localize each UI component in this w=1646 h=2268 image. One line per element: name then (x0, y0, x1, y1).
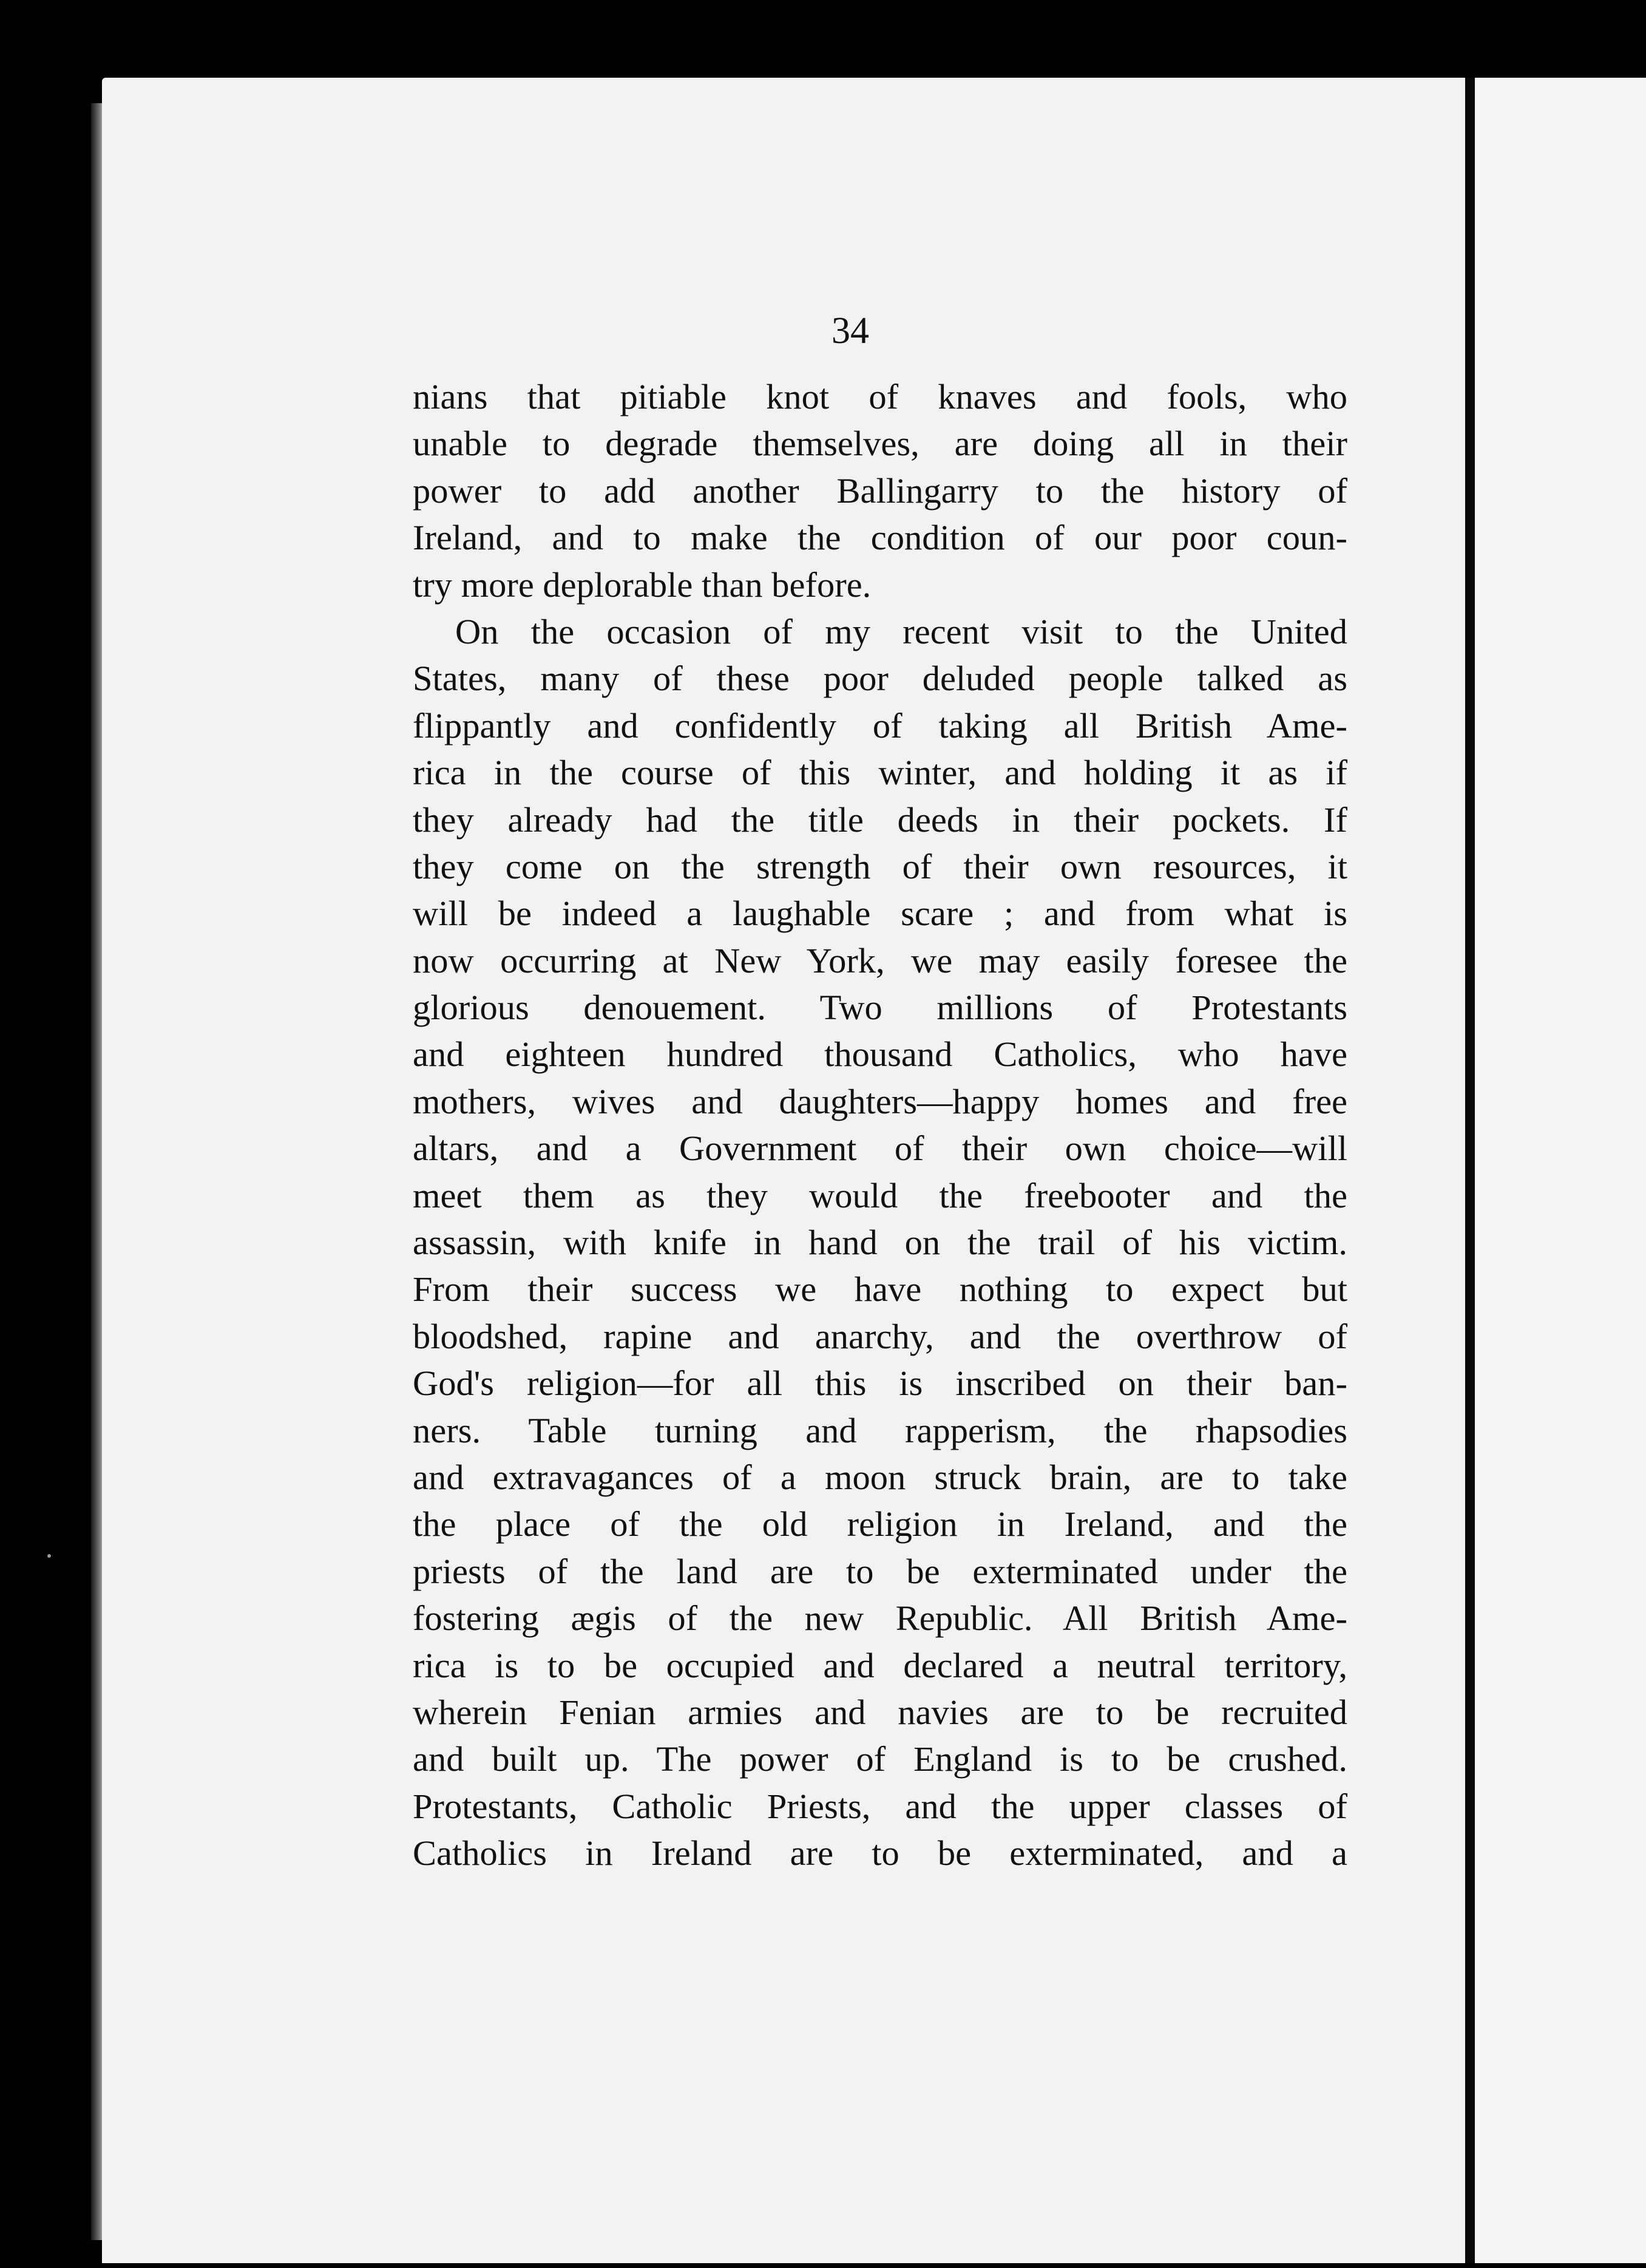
text-line: now occurring at New York, we may easily foresee the (413, 940, 1347, 980)
text-line: power to add another Ballingarry to the history of (413, 470, 1347, 511)
text-line: States, many of these poor deluded people talked as (413, 659, 1347, 699)
text-line: On the occasion of my recent visit to the United (455, 611, 1347, 651)
text-line: and built up. The power of England is to be crushed. (413, 1739, 1347, 1779)
text-line: and extravagances of a moon struck brain, are to take (413, 1457, 1347, 1497)
text-line: meet them as they would the freebooter and the (413, 1175, 1347, 1215)
adjacent-page-edge (1475, 78, 1646, 2263)
text-line: ners. Table turning and rapperism, the rhapsodies (413, 1410, 1347, 1450)
text-line: priests of the land are to be exterminated under the (413, 1551, 1347, 1591)
text-line: fostering ægis of the new Republic. All British Ame- (413, 1598, 1347, 1638)
text-line: unable to degrade themselves, are doing all in their (413, 424, 1347, 464)
text-line: glorious denouement. Two millions of Protestants (413, 988, 1347, 1028)
text-line: From their success we have nothing to expect but (413, 1269, 1347, 1309)
text-line: assassin, with knife in hand on the trail of his victim. (413, 1223, 1347, 1263)
text-line: try more deplorable than before. (413, 565, 872, 605)
text-line: altars, and a Government of their own choice—will (413, 1129, 1347, 1169)
page-number: 34 (831, 310, 869, 351)
text-line: and eighteen hundred thousand Catholics, who have (413, 1034, 1347, 1075)
dust-speck (47, 1554, 51, 1558)
text-line: flippantly and confidently of taking all British Ame- (413, 705, 1347, 745)
text-line: they already had the title deeds in their pockets. If (413, 800, 1347, 840)
text-line: Protestants, Catholic Priests, and the upper classes of (413, 1786, 1347, 1826)
text-line: bloodshed, rapine and anarchy, and the overthrow of (413, 1316, 1347, 1356)
text-line: nians that pitiable knot of knaves and fools, who (413, 377, 1347, 416)
text-line: mothers, wives and daughters—happy homes and free (413, 1081, 1347, 1121)
text-line: God's religion—for all this is inscribed on their ban- (413, 1363, 1347, 1404)
text-line: will be indeed a laughable scare ; and from what is (413, 894, 1347, 934)
text-line: Ireland, and to make the condition of our poor coun- (413, 518, 1347, 558)
text-line: Catholics in Ireland are to be exterminated, and a (413, 1833, 1347, 1873)
text-line: rica in the course of this winter, and holding it as if (413, 753, 1347, 793)
text-line: the place of the old religion in Ireland, and the (413, 1504, 1347, 1544)
text-line: wherein Fenian armies and navies are to be recruited (413, 1692, 1347, 1732)
body-text (413, 373, 1347, 1877)
text-line: they come on the strength of their own resources, it (413, 846, 1347, 886)
text-line: rica is to be occupied and declared a neutral territory, (413, 1645, 1347, 1685)
book-gutter (1465, 78, 1475, 2263)
